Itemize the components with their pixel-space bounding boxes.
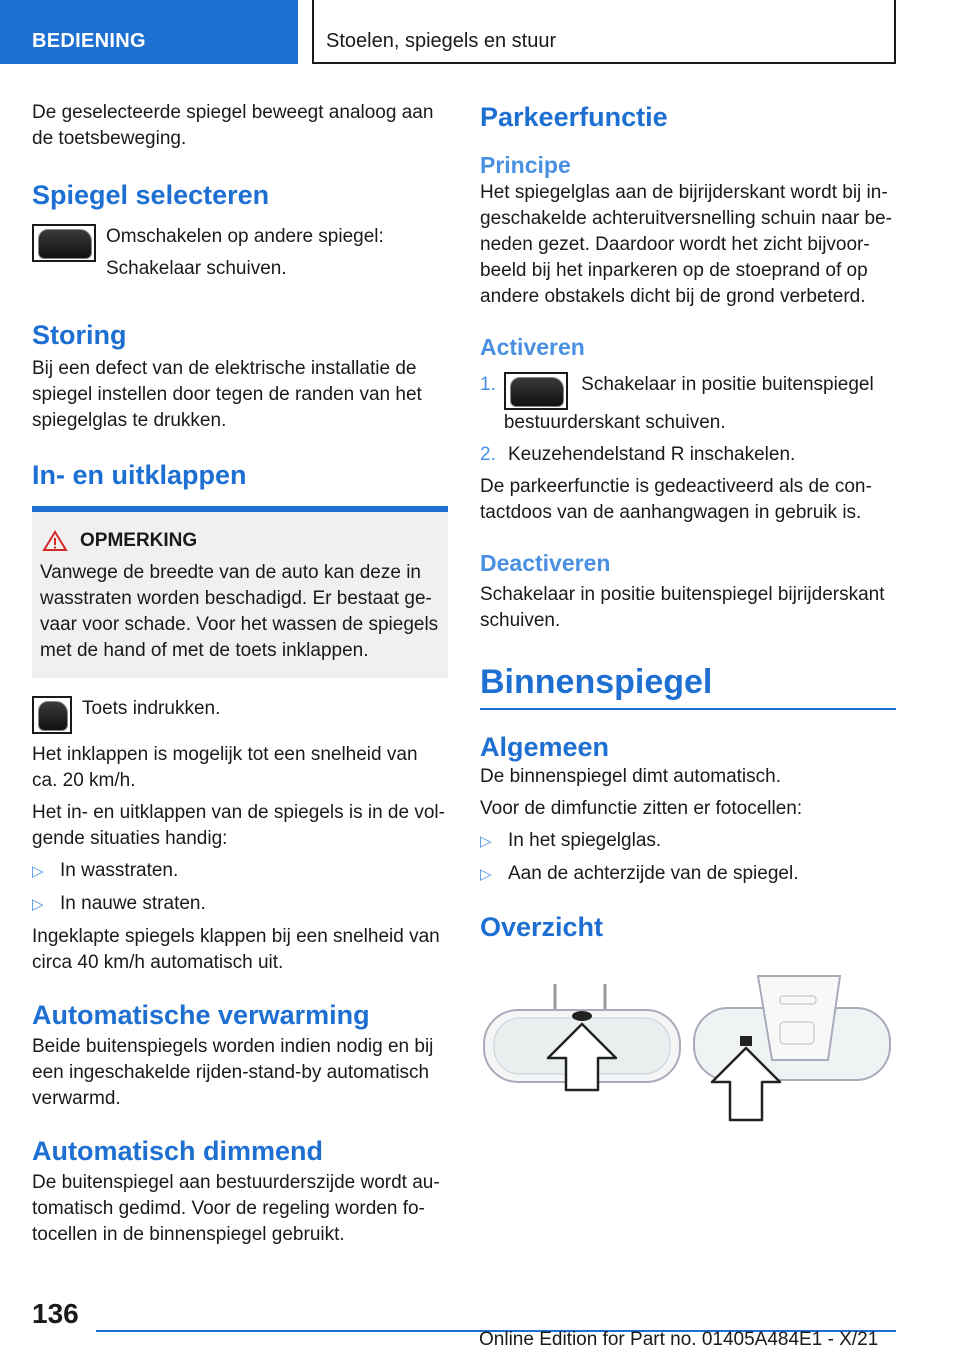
mirror-switch-icon (504, 372, 568, 410)
list-item (480, 372, 896, 436)
section-divider (480, 660, 896, 710)
chapter-label: Stoelen, spiegels en stuur (326, 30, 557, 52)
general-text-2: Voor de dimfunctie zitten er fotocellen: (480, 798, 803, 819)
bullet-text: In het spiegelglas. (508, 830, 662, 851)
heat-heading: Automatische verwarming (32, 1000, 370, 1030)
select-row (32, 224, 448, 288)
select-heading: Spiegel selecteren (32, 180, 270, 210)
select-line2: Schakelaar schuiven. (106, 258, 287, 279)
inner-mirror-heading: Binnenspiegel (480, 663, 713, 701)
fold-heading: In- en uitklappen (32, 460, 247, 490)
step-text: Keuzehendelstand R inschakelen. (508, 444, 796, 465)
left-column (32, 100, 448, 1254)
edition-text: Online Edition for Part no. 01405A484E1 - X/21 (479, 1329, 879, 1350)
park-heading: Parkeerfunctie (480, 102, 668, 132)
deactivate-heading: Deactiveren (480, 550, 611, 576)
fold-button-icon (32, 696, 72, 734)
fold-text-1: Het inklappen is mogelijk tot een snelheid van ca. 20 km/h. (32, 744, 418, 791)
bullet-triangle-icon: ▷ (32, 863, 44, 880)
dim-text: De buitenspiegel aan bestuurderszijde wordt au-tomatisch gedimd. Voor de regeling worden fo-tocellen in de binnenspiegel gebruikt. (32, 1172, 440, 1245)
storing-text: Bij een defect van de elektrische installatie de spiegel instellen door tegen de randen van het spiegelglas te drukken. (32, 358, 422, 431)
warning-label: OPMERKING (80, 530, 198, 551)
deactivate-text: Schakelaar in positie buitenspiegel bijrijderskant schuiven. (480, 584, 885, 631)
intro-text: De geselecteerde spiegel beweegt analoog aan de toetsbeweging. (32, 102, 434, 149)
warning-text: Vanwege de breedte van de auto kan deze in wasstraten worden beschadigd. Er bestaat ge-vaar voor schade. Voor het wassen de spiegels met de hand of met de toets inklappen. (40, 562, 439, 661)
mirror-switch-icon (32, 224, 96, 262)
dim-heading: Automatisch dimmend (32, 1136, 324, 1166)
select-line1: Omschakelen op andere spiegel: (106, 226, 384, 247)
general-heading: Algemeen (480, 732, 610, 762)
right-column (480, 100, 896, 1147)
heat-text: Beide buitenspiegels worden indien nodig en bij een ingeschakelde rijden-stand-by automatisch verwarmd. (32, 1036, 434, 1109)
press-text: Toets indrukken. (82, 698, 221, 719)
bullet-text: Aan de achterzijde van de spiegel. (508, 863, 799, 884)
step-number: 1. (480, 374, 496, 395)
principle-heading: Principe (480, 152, 571, 178)
general-text-1: De binnenspiegel dimt automatisch. (480, 766, 782, 787)
chapter-tab (312, 0, 896, 64)
list-item (32, 891, 448, 918)
fold-text-3: Ingeklapte spiegels klappen bij een snelheid van circa 40 km/h automatisch uit. (32, 926, 440, 973)
bullet-text: In nauwe straten. (60, 893, 206, 914)
warning-header (40, 530, 440, 552)
page-number: 136 (32, 1298, 79, 1329)
storing-heading: Storing (32, 320, 127, 350)
rearview-mirror-illustration (480, 972, 896, 1142)
principle-text: Het spiegelglas aan de bijrijderskant wordt bij in-geschakelde achteruitversnelling schuin naar be-neden gezet. Daardoor wordt het zicht bijvoor-beeld bij het inparkeren op de stoeprand of op andere obstakels dicht bij de grond verbeterd. (480, 182, 892, 307)
list-item (480, 442, 896, 468)
step-text: Schakelaar in positie buitenspiegel bestuurderskant schuiven. (503, 374, 874, 433)
press-row (32, 696, 448, 734)
bullet-triangle-icon: ▷ (32, 896, 44, 913)
list-item (480, 828, 896, 855)
warning-box (32, 506, 448, 678)
bullet-triangle-icon: ▷ (480, 833, 492, 850)
list-item (480, 861, 896, 888)
list-item (32, 858, 448, 885)
activate-heading: Activeren (480, 334, 585, 360)
bullet-text: In wasstraten. (60, 860, 179, 881)
bullet-triangle-icon: ▷ (480, 866, 492, 883)
activate-note: De parkeerfunctie is gedeactiveerd als de con-tactdoos van de aanhangwagen in gebruik is. (480, 476, 872, 523)
warning-triangle-icon (42, 530, 68, 552)
section-label: BEDIENING (32, 30, 146, 52)
fold-text-2: Het in- en uitklappen van de spiegels is in de vol-gende situaties handig: (32, 802, 445, 849)
overview-heading: Overzicht (480, 912, 604, 942)
section-tab (0, 0, 298, 64)
step-number: 2. (480, 444, 496, 465)
